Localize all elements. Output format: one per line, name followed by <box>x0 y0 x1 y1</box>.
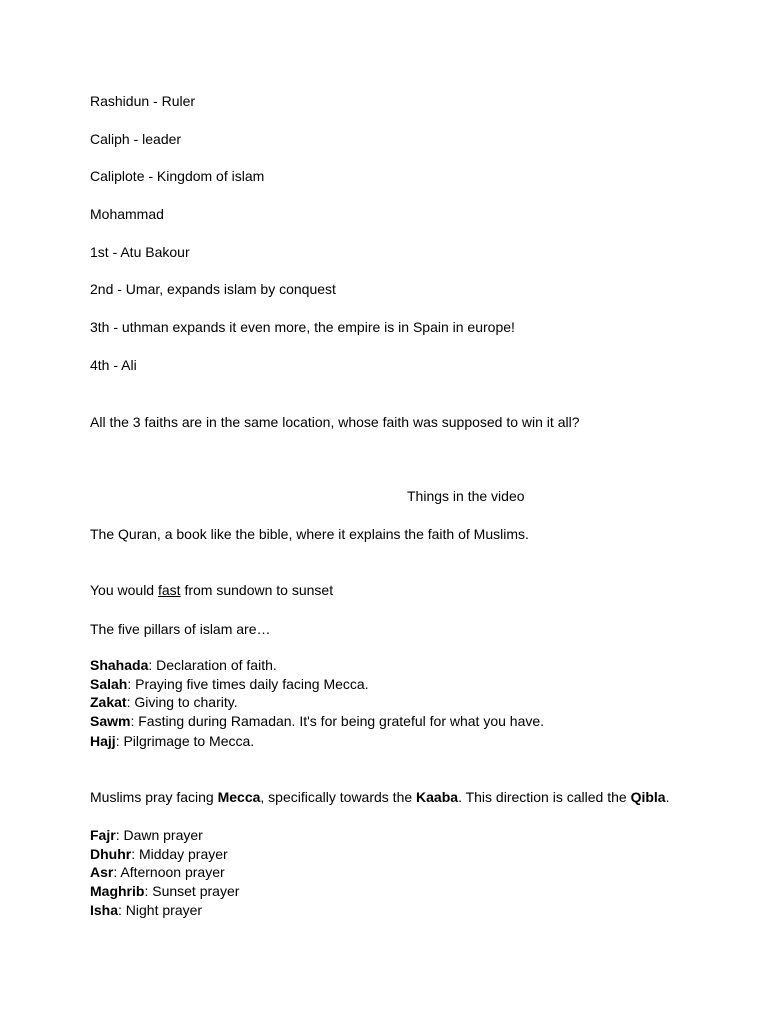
qibla-term: Qibla <box>630 789 666 805</box>
prayer-desc: : Sunset prayer <box>144 883 240 899</box>
pillar-desc: : Praying five times daily facing Mecca. <box>127 676 369 692</box>
pillar-zakat <box>90 693 238 711</box>
pillar-desc: : Declaration of faith. <box>148 657 277 673</box>
prayer-term: Maghrib <box>90 883 145 899</box>
prayer-desc: : Afternoon prayer <box>113 864 225 880</box>
quran-note: The Quran, a book like the bible, where it explains the faith of Muslims. <box>90 526 529 542</box>
pillar-desc: : Fasting during Ramadan. It's for being grateful for what you have. <box>130 713 545 729</box>
note-first-caliph: 1st - Atu Bakour <box>90 244 190 260</box>
note-caliph: Caliph - leader <box>90 131 182 147</box>
note-mohammad: Mohammad <box>90 206 164 222</box>
kaaba-term: Kaaba <box>416 789 459 805</box>
qibla-text-2: , specifically towards the <box>260 789 417 805</box>
note-second-caliph: 2nd - Umar, expands islam by conquest <box>90 281 336 297</box>
prayer-term: Fajr <box>90 827 116 843</box>
prayer-term: Dhuhr <box>90 846 132 862</box>
pillar-shahada <box>90 656 277 674</box>
question-text: All the 3 faiths are in the same location, whose faith was supposed to win it all? <box>90 414 580 430</box>
prayer-isha <box>90 901 202 919</box>
pillar-salah <box>90 675 369 693</box>
fast-note-after: from sundown to sunset <box>180 582 334 598</box>
qibla-text-1: Muslims pray facing <box>90 789 218 805</box>
pillar-term: Zakat <box>90 694 127 710</box>
fast-word: fast <box>157 582 181 598</box>
pillar-term: Sawm <box>90 713 131 729</box>
prayer-maghrib <box>90 882 239 900</box>
prayer-term: Asr <box>90 864 114 880</box>
note-rashidun: Rashidun - Ruler <box>90 93 196 109</box>
prayer-dhuhr <box>90 845 228 863</box>
pillar-hajj <box>90 732 254 750</box>
qibla-text-4: . <box>665 789 670 805</box>
video-heading: Things in the video <box>407 488 525 504</box>
prayer-desc: : Dawn prayer <box>115 827 203 843</box>
pillar-sawm <box>90 712 544 730</box>
note-caliplote: Caliplote - Kingdom of islam <box>90 168 265 184</box>
prayer-desc: : Night prayer <box>118 902 203 918</box>
pillar-desc: : Giving to charity. <box>126 694 238 710</box>
qibla-text-3: . This direction is called the <box>458 789 631 805</box>
pillar-term: Hajj <box>90 733 116 749</box>
note-fourth-caliph: 4th - Ali <box>90 357 137 373</box>
qibla-note <box>90 788 669 806</box>
pillars-intro: The five pillars of islam are… <box>90 621 271 637</box>
prayer-fajr <box>90 826 203 844</box>
prayer-desc: : Midday prayer <box>131 846 228 862</box>
fast-note <box>90 581 333 599</box>
fast-note-before: You would <box>90 582 158 598</box>
pillar-term: Shahada <box>90 657 149 673</box>
pillar-desc: : Pilgrimage to Mecca. <box>115 733 255 749</box>
prayer-term: Isha <box>90 902 119 918</box>
prayer-asr <box>90 863 225 881</box>
mecca-term: Mecca <box>217 789 261 805</box>
note-third-caliph: 3th - uthman expands it even more, the empire is in Spain in europe! <box>90 319 515 335</box>
pillar-term: Salah <box>90 676 128 692</box>
